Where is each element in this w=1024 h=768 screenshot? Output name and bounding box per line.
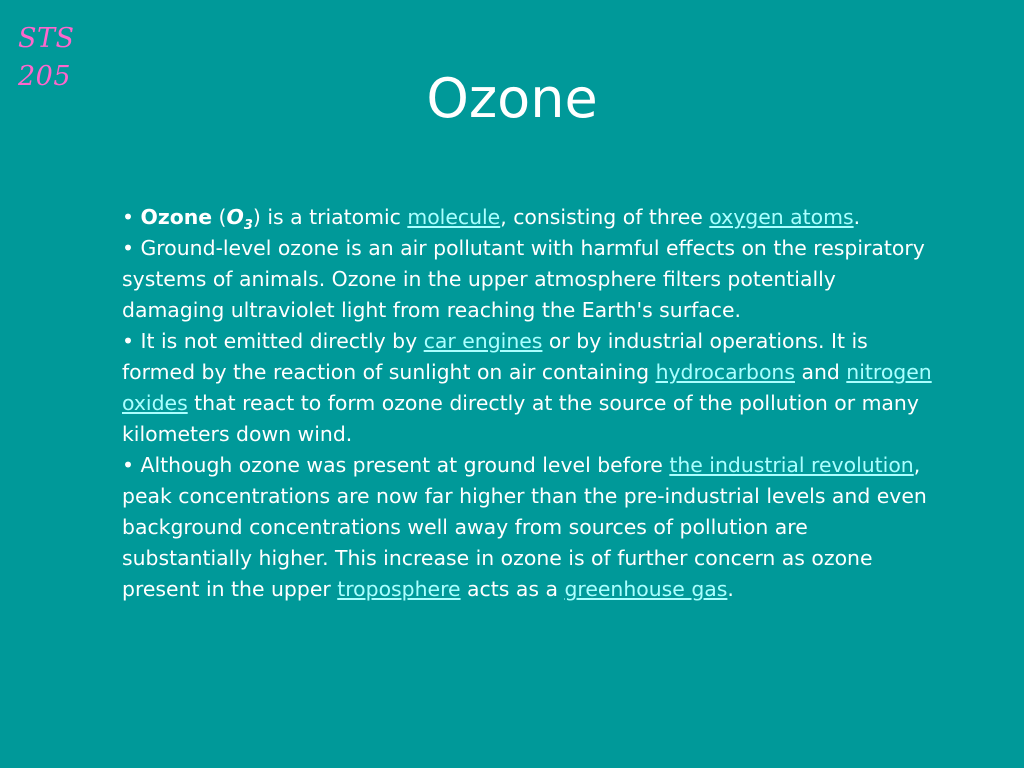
slide-body (122, 202, 942, 605)
formula-subscript: 3 (243, 218, 253, 234)
link-greenhouse-gas[interactable]: greenhouse gas (564, 577, 728, 601)
slide-title: Ozone (426, 67, 598, 130)
text-fragment: • It is not emitted directly by (122, 329, 424, 353)
text-fragment: ) is a triatomic (252, 205, 408, 229)
bullet-industrial-revolution (122, 450, 942, 605)
bullet-ozone-definition (122, 202, 942, 233)
ozone-formula (226, 205, 253, 234)
bullet-ozone-formation (122, 326, 942, 450)
link-hydrocarbons[interactable]: hydrocarbons (655, 360, 795, 384)
text-fragment: , peak concentrations are now far higher than the pre-industrial levels and even background concentrations well away from sources of pollution are substantially higher. This increase in ozone is of further concern as ozone present in the upper (122, 453, 927, 601)
course-logo-line2: 205 (18, 61, 72, 92)
course-logo-line1: STS (18, 23, 75, 54)
text-fragment: or by industrial operations. It is formed by the reaction of sunlight on air containing (122, 329, 868, 384)
bullet-marker: • (122, 205, 135, 229)
link-industrial-revolution[interactable]: the industrial revolution (669, 453, 914, 477)
text-fragment: . (727, 577, 734, 601)
link-nitrogen-oxides[interactable]: nitrogen oxides (122, 360, 932, 415)
text-fragment: • Although ozone was present at ground level before (122, 453, 670, 477)
text-fragment: that react to form ozone directly at the source of the pollution or many kilometers down wind. (122, 391, 919, 446)
text-fragment: , consisting of three (500, 205, 710, 229)
text-fragment: ( (212, 205, 227, 229)
text-fragment: and (794, 360, 847, 384)
link-oxygen-atoms[interactable]: oxygen atoms (709, 205, 854, 229)
link-car-engines[interactable]: car engines (423, 329, 543, 353)
text-fragment: acts as a (460, 577, 565, 601)
ozone-term: Ozone (140, 205, 213, 229)
bullet-ground-level-ozone: • Ground-level ozone is an air pollutant with harmful effects on the respiratory systems of animals. Ozone in the upper atmosphere filters potentially damaging ultraviolet light from reaching the Earth's surface. (122, 236, 925, 322)
link-molecule[interactable]: molecule (407, 205, 501, 229)
link-troposphere[interactable]: troposphere (337, 577, 461, 601)
text-fragment: . (853, 205, 861, 229)
formula-base: O (226, 205, 244, 229)
